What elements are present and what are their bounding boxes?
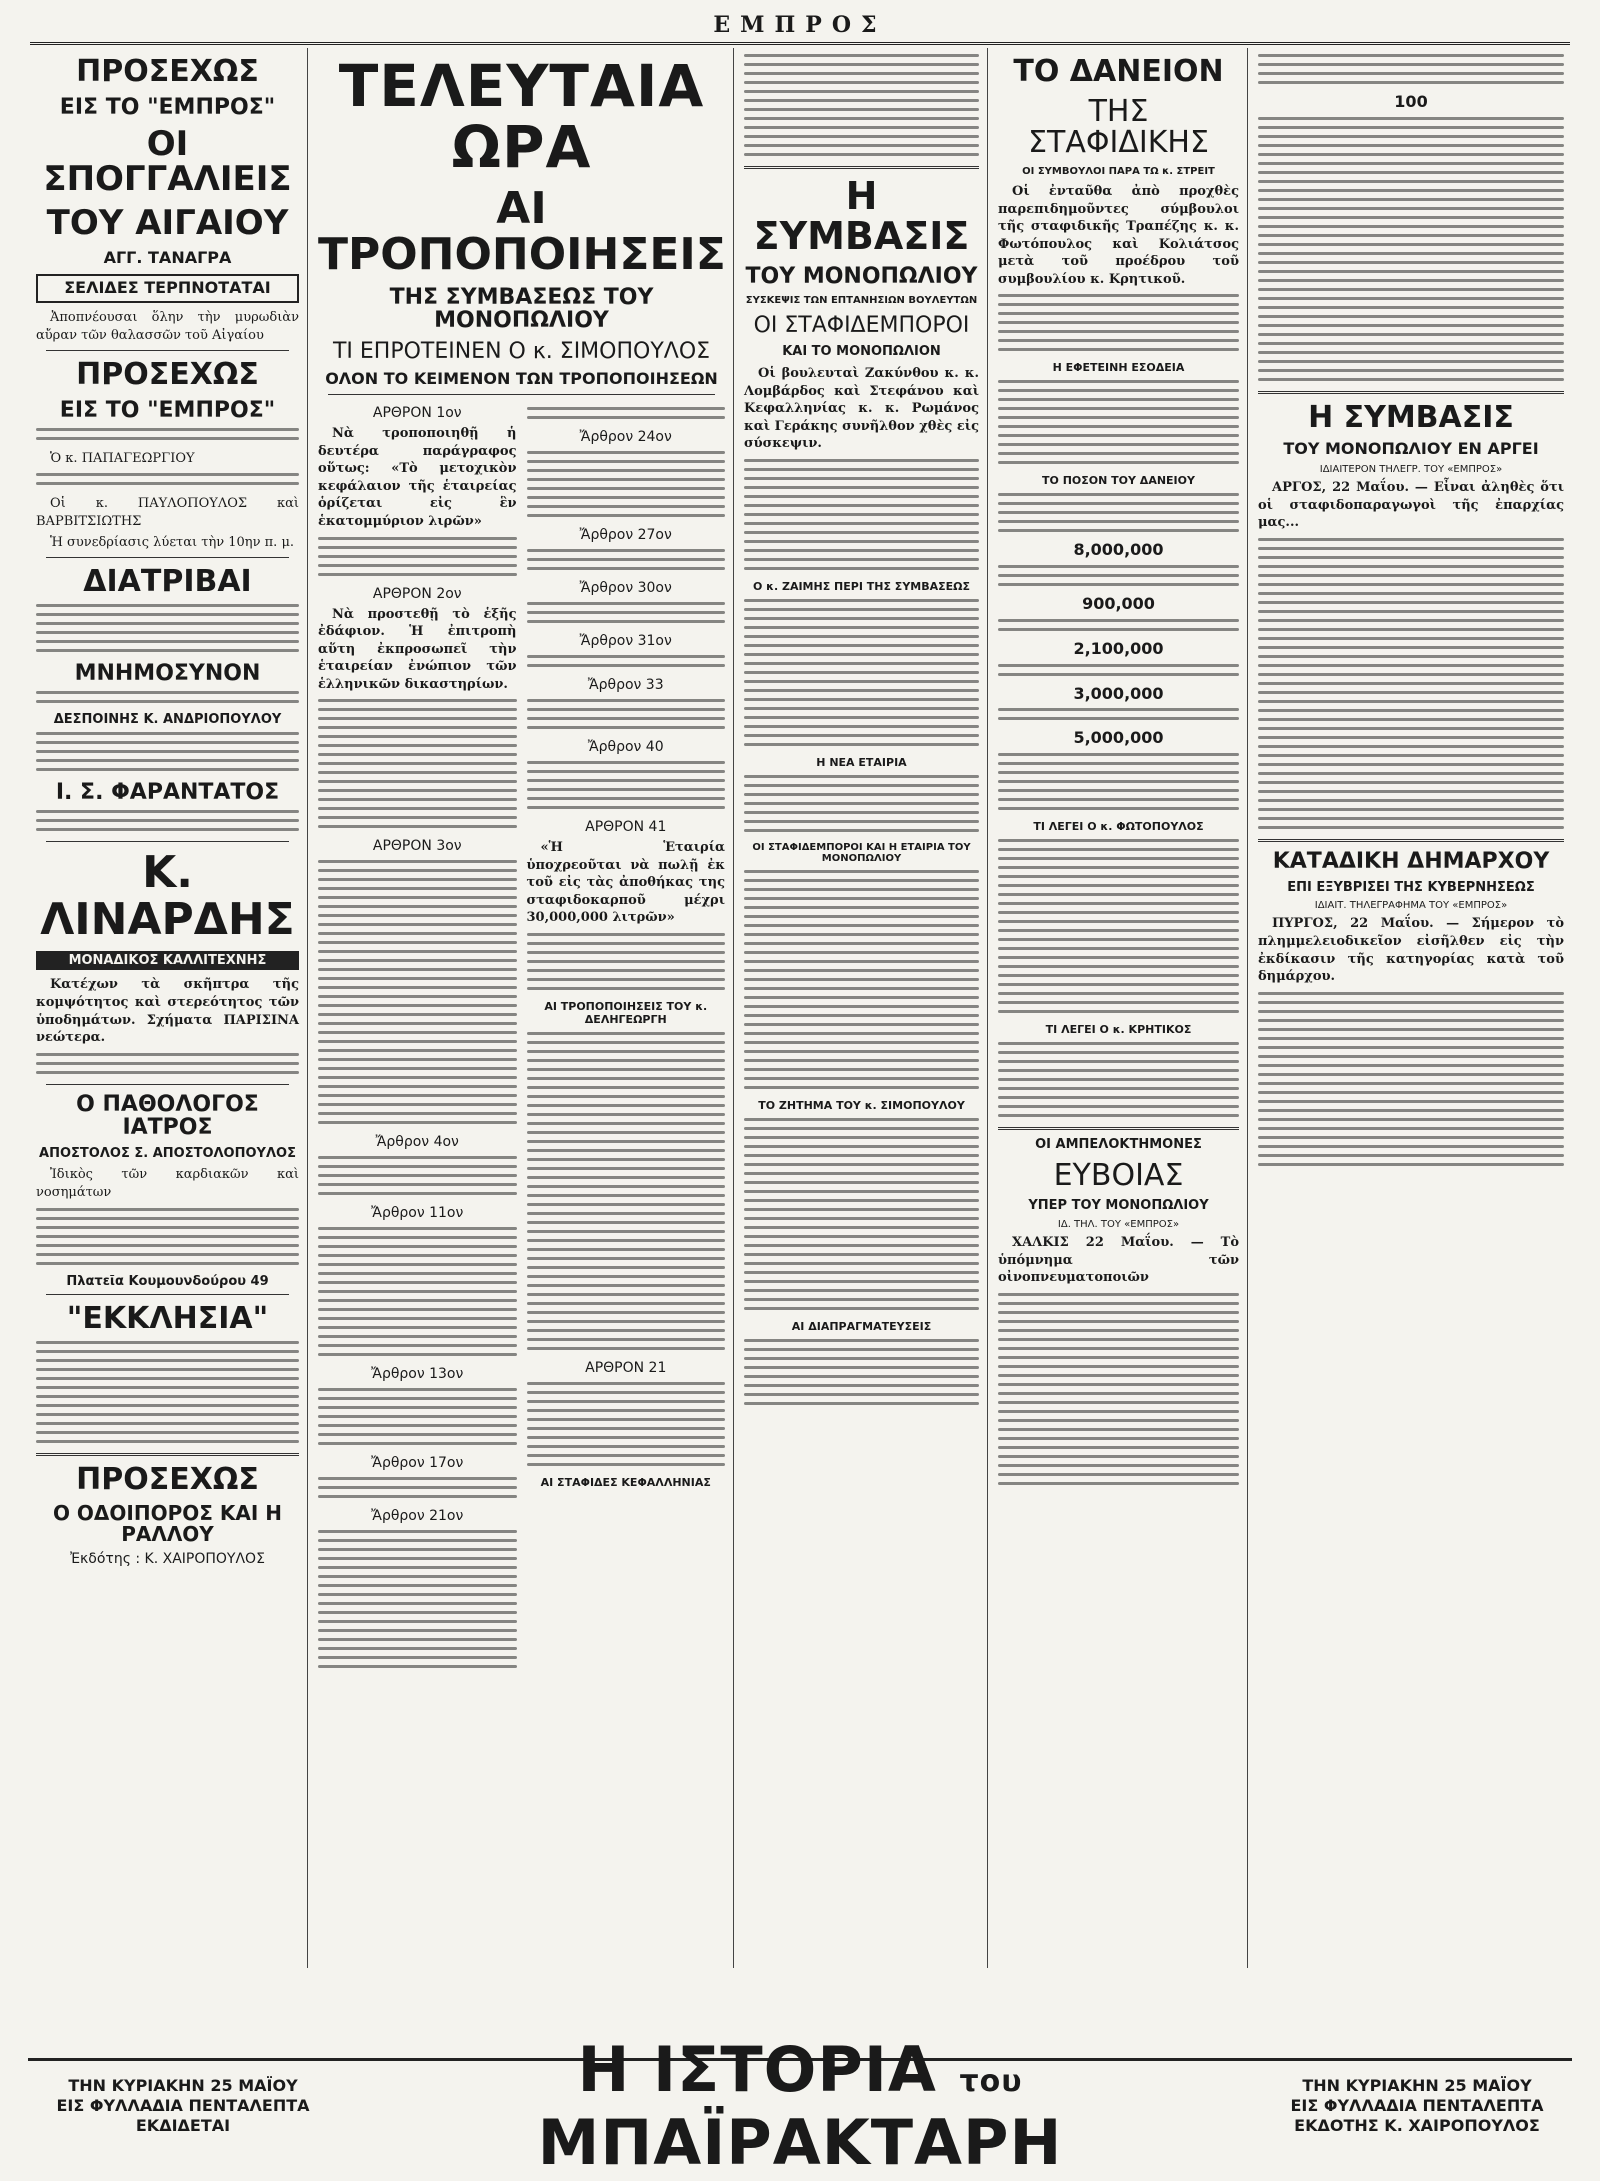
- column-2: [310, 48, 734, 1968]
- text-block: [998, 839, 1239, 1013]
- divider: [46, 841, 289, 842]
- text-block: [744, 775, 979, 832]
- column-5: [1250, 48, 1572, 1968]
- text-block: [527, 1382, 726, 1466]
- section-heading: ΟΙ ΣΤΑΦΙΔΕΜΠΟΡΟΙ ΚΑΙ Η ΕΤΑΙΡΙΑ ΤΟΥ ΜΟΝΟΠΩΛΙΟΥ: [752, 841, 971, 864]
- text-block: [1258, 117, 1564, 381]
- text-block: [36, 428, 299, 440]
- heading: ΤΟΥ ΜΟΝΟΠΩΛΙΟΥ: [745, 263, 978, 289]
- footer-right-line: ΕΙΣ ΦΥΛΛΑΔΙΑ ΠΕΝΤΑΛΕΠΤΑ: [1290, 2096, 1544, 2115]
- text-block: [318, 1530, 517, 1668]
- heading: ΠΡΟΣΕΧΩΣ: [76, 357, 259, 393]
- text: Ἀποπνέουσαι ὅλην τὴν μυρωδιὰν αὔραν τῶν θαλασσῶν τοῦ Αἰγαίου: [36, 310, 299, 343]
- figure: 5,000,000: [1073, 728, 1164, 748]
- text-block: [36, 473, 299, 485]
- text-block: [1258, 538, 1564, 829]
- divider: [46, 1294, 289, 1295]
- divider: [744, 166, 979, 169]
- article-heading: ΑΙ ΣΤΑΦΙΔΕΣ ΚΕΦΑΛΛΗΝΙΑΣ: [540, 1475, 711, 1489]
- section-heading: Ο κ. ΖΑΙΜΗΣ ΠΕΡΙ ΤΗΣ ΣΥΜΒΑΣΕΩΣ: [752, 579, 971, 593]
- text-block: [527, 549, 726, 570]
- divider: [328, 394, 715, 395]
- heading: ΟΙ ΣΠΟΓΓΑΛΙΕΙΣ: [43, 123, 292, 200]
- footer-left-line: ΕΙΣ ΦΥΛΛΑΔΙΑ ΠΕΝΤΑΛΕΠΤΑ: [56, 2096, 310, 2115]
- text-block: [527, 602, 726, 623]
- column-3: [736, 48, 988, 1968]
- text-block: [998, 708, 1239, 720]
- text-block: [998, 493, 1239, 532]
- text-block: [318, 1156, 517, 1195]
- text-block: [36, 810, 299, 831]
- heading: ΜΟΝΑΔΙΚΟΣ ΚΑΛΛΙΤΕΧΝΗΣ: [36, 951, 299, 971]
- heading: ΣΕΛΙΔΕΣ ΤΕΡΠΝΟΤΑΤΑΙ: [36, 274, 299, 303]
- footer-left-line: ΕΚΔΙΔΕΤΑΙ: [135, 2116, 231, 2135]
- heading: Η ΣΥΜΒΑΣΙΣ: [753, 174, 970, 258]
- text: Ὁ κ. ΠΑΠΑΓΕΩΡΓΙΟΥ: [50, 450, 195, 466]
- text-block: [36, 1208, 299, 1265]
- column-4: [990, 48, 1248, 1968]
- heading: ΠΡΟΣΕΧΩΣ: [76, 54, 259, 89]
- text: Ἐκδότης : Κ. ΧΑΙΡΟΠΟΥΛΟΣ: [70, 1551, 265, 1568]
- heading: ΤΙ ΕΠΡΟΤΕΙΝΕΝ Ο κ. ΣΙΜΟΠΟΥΛΟΣ: [332, 339, 711, 365]
- text-block: [998, 753, 1239, 810]
- text-block: [744, 870, 979, 1089]
- article-heading: Ἄρθρον 21ον: [371, 1508, 464, 1525]
- heading: ΤΟΥ ΑΙΓΑΙΟΥ: [46, 202, 289, 243]
- text-block: [318, 1388, 517, 1445]
- divider: [1258, 391, 1564, 394]
- heading: Η ΣΥΜΒΑΣΙΣ: [1308, 399, 1514, 435]
- article-heading: ΑΡΘΡΟΝ 41: [585, 819, 667, 836]
- text-block: [318, 699, 517, 828]
- text-block: [998, 664, 1239, 676]
- text-block: [36, 1053, 299, 1074]
- divider: [46, 557, 289, 558]
- text: ΠΥΡΓΟΣ, 22 Μαΐου. — Σήμερον τὸ πλημμελειοδικεῖον εἰσῆλθεν εἰς τὴν ἐκδίκασιν τῆς κατηγορίας κατὰ τοῦ δημάρχου.: [1258, 916, 1564, 985]
- article-heading: Ἄρθρον 27ον: [579, 527, 672, 544]
- text: Κατέχων τὰ σκῆπτρα τῆς κομψότητος καὶ στερεότητος τῶν ὑποδημάτων. Σχήματα ΠΑΡΙΣΙΝΑ νεώτερα.: [36, 977, 299, 1046]
- heading: ΣΥΣΚΕΨΙΣ ΤΩΝ ΕΠΤΑΝΗΣΙΩΝ ΒΟΥΛΕΥΤΩΝ: [745, 294, 978, 306]
- footer-title: [338, 2033, 1262, 2179]
- text-block: [527, 933, 726, 990]
- section-heading: ΙΔΙΑΙΤΕΡΟΝ ΤΗΛΕΓΡ. ΤΟΥ «ΕΜΠΡΟΣ»: [1319, 464, 1503, 476]
- footer-right: [1262, 2076, 1572, 2136]
- heading: ΤΟΥ ΜΟΝΟΠΩΛΙΟΥ ΕΝ ΑΡΓΕΙ: [1283, 439, 1539, 459]
- article-heading: ΑΡΘΡΟΝ 1ον: [372, 405, 462, 422]
- article-heading: Ἄρθρον 4ον: [375, 1134, 459, 1151]
- heading: ΤΗΣ ΣΤΑΦΙΔΙΚΗΣ: [1028, 93, 1209, 160]
- figure: 8,000,000: [1073, 540, 1164, 560]
- heading: ΔΙΑΤΡΙΒΑΙ: [83, 564, 252, 600]
- article-heading: ΑΙ ΤΡΟΠΟΠΟΙΗΣΕΙΣ ΤΟΥ κ. ΔΕΛΗΓΕΩΡΓΗ: [544, 999, 708, 1026]
- figure: 900,000: [1082, 594, 1155, 614]
- article-heading: Ἄρθρον 33: [587, 677, 664, 694]
- divider: [46, 350, 289, 351]
- text: Νὰ τροποποιηθῇ ἡ δευτέρα παράγραφος οὕτως: «Τὸ μετοχικὸν κεφάλαιον τῆς ἑταιρείας ὁρίζεται εἰς ἓν ἑκατομμύριον λιρῶν»: [318, 426, 517, 529]
- text-block: [527, 655, 726, 667]
- text-block: [527, 407, 726, 419]
- heading: Ι. Σ. ΦΑΡΑΝΤΑΤΟΣ: [55, 780, 280, 806]
- text-block: [36, 604, 299, 652]
- text-block: [36, 1341, 299, 1443]
- footer-left: [28, 2076, 338, 2136]
- section-heading: Η ΕΦΕΤΕΙΝΗ ΕΣΟΔΕΙΑ: [1052, 361, 1185, 375]
- heading: ΑΓΓ. ΤΑΝΑΓΡΑ: [103, 247, 232, 267]
- text-block: [744, 54, 979, 156]
- heading: ΤΗΣ ΣΥΜΒΑΣΕΩΣ ΤΟΥ ΜΟΝΟΠΩΛΙΟΥ: [389, 285, 654, 334]
- text: Ἰδικὸς τῶν καρδιακῶν καὶ νοσημάτων: [36, 1167, 299, 1201]
- text: Οἱ κ. ΠΑΥΛΟΠΟΥΛΟΣ καὶ ΒΑΡΒΙΤΣΙΩΤΗΣ: [36, 496, 299, 530]
- heading: ΑΙ ΤΡΟΠΟΠΟΙΗΣΕΙΣ: [318, 182, 726, 280]
- section-heading: ΤΙ ΛΕΓΕΙ Ο κ. ΚΡΗΤΙΚΟΣ: [1045, 1023, 1192, 1037]
- heading: ΠΡΟΣΕΧΩΣ: [76, 1461, 259, 1497]
- divider: [46, 1084, 289, 1085]
- article-heading: Ἄρθρον 40: [587, 739, 664, 756]
- heading: ΚΑΤΑΔΙΚΗ ΔΗΜΑΡΧΟΥ: [1272, 848, 1550, 874]
- article-heading: ΑΡΘΡΟΝ 21: [585, 1359, 667, 1376]
- figure: 2,100,000: [1073, 638, 1164, 658]
- text-block: [998, 294, 1239, 351]
- text-block: [1258, 54, 1564, 84]
- text-block: [36, 732, 299, 771]
- heading: ΔΕΣΠΟΙΝΗΣ Κ. ΑΝΔΡΙΟΠΟΥΛΟΥ: [53, 711, 282, 727]
- text-block: [998, 1293, 1239, 1485]
- heading: ΕΠΙ ΕΞΥΒΡΙΣΕΙ ΤΗΣ ΚΥΒΕΡΝΗΣΕΩΣ: [1287, 879, 1535, 895]
- section-heading: ΙΔΙΑΙΤ. ΤΗΛΕΓΡΑΦΗΜΑ ΤΟΥ «ΕΜΠΡΟΣ»: [1314, 900, 1508, 912]
- divider: [36, 1453, 299, 1456]
- heading: Ο ΠΑΘΟΛΟΓΟΣ ΙΑΤΡΟΣ: [76, 1091, 259, 1140]
- text-block: [527, 699, 726, 729]
- article-heading: Ἄρθρον 30ον: [579, 580, 672, 597]
- masthead: [30, 12, 1570, 45]
- heading: Πλατεῖα Κουμουνδούρου 49: [66, 1273, 269, 1289]
- section-heading: Η ΝΕΑ ΕΤΑΙΡΙΑ: [816, 755, 907, 769]
- text-block: [744, 1339, 979, 1405]
- divider: [998, 1127, 1239, 1130]
- section-heading: ΙΔ. ΤΗΛ. ΤΟΥ «ΕΜΠΡΟΣ»: [1057, 1219, 1180, 1231]
- heading: ΜΝΗΜΟΣΥΝΟΝ: [74, 660, 261, 686]
- masthead-title: ΕΜΠΡΟΣ: [713, 12, 887, 38]
- article-heading: ΑΡΘΡΟΝ 3ον: [372, 838, 462, 855]
- footer-right-line: ΕΚΔΟΤΗΣ Κ. ΧΑΙΡΟΠΟΥΛΟΣ: [1294, 2116, 1540, 2135]
- text: «Ἡ Ἑταιρία ὑποχρεοῦται νὰ πωλῇ ἐκ τοῦ εἰς τὰς ἀποθήκας της σταφιδοκαρποῦ μέχρι 30,000,000 λιτρῶν»: [526, 840, 725, 926]
- article-heading: Ἄρθρον 17ον: [371, 1455, 464, 1472]
- text: Νὰ προστεθῇ τὸ ἑξῆς ἐδάφιον. Ἡ ἐπιτροπὴ αὕτη ἐκπροσωπεῖ τὴν ἑταιρείαν ἐνώπιον τῶν ἑλληνικῶν δικαστηρίων.: [318, 606, 517, 692]
- text-block: [527, 451, 726, 517]
- footer-left-line: ΤΗΝ ΚΥΡΙΑΚΗΝ 25 ΜΑΪΟΥ: [68, 2076, 298, 2095]
- article-heading: Ἄρθρον 11ον: [371, 1205, 464, 1222]
- heading: ΟΙ ΣΥΜΒΟΥΛΟΙ ΠΑΡΑ ΤΩ κ. ΣΤΡΕΙΤ: [1022, 165, 1215, 177]
- text-block: [998, 1042, 1239, 1117]
- text: Ἡ συνεδρίασις λύεται τὴν 10ην π. μ.: [50, 534, 295, 550]
- heading: ΕΙΣ ΤΟ "ΕΜΠΡΟΣ": [59, 397, 276, 423]
- heading: ΟΙ ΣΤΑΦΙΔΕΜΠΟΡΟΙ: [753, 313, 970, 339]
- footer-right-line: ΤΗΝ ΚΥΡΙΑΚΗΝ 25 ΜΑΪΟΥ: [1302, 2076, 1532, 2095]
- footer-title-part: ΜΠΑΪΡΑΚΤΑΡΗ: [537, 2106, 1063, 2179]
- text-block: [318, 860, 517, 1124]
- heading: Κ. ΛΙΝΑΡΔΗΣ: [40, 847, 295, 945]
- text-block: [744, 1118, 979, 1310]
- text: ΧΑΛΚΙΣ 22 Μαΐου. — Τὸ ὑπόμνημα τῶν οἰνοπνευματοποιῶν: [998, 1235, 1239, 1286]
- heading: ΕΥΒΟΙΑΣ: [1053, 1157, 1184, 1193]
- heading: ΚΑΙ ΤΟ ΜΟΝΟΠΩΛΙΟΝ: [782, 344, 941, 360]
- divider: [1258, 839, 1564, 842]
- figure: 100: [1394, 92, 1428, 111]
- heading: ΤΟ ΔΑΝΕΙΟΝ: [1013, 54, 1224, 89]
- text: ΑΡΓΟΣ, 22 Μαΐου. — Εἶναι ἀληθὲς ὅτι οἱ σταφιδοπαραγωγοὶ τῆς ἐπαρχίας μας...: [1258, 480, 1564, 531]
- footer-title-part: του: [959, 2064, 1023, 2099]
- text-block: [744, 599, 979, 746]
- footer-banner: [28, 2033, 1572, 2179]
- article-heading: Ἄρθρον 24ον: [579, 429, 672, 446]
- section-heading: ΑΙ ΔΙΑΠΡΑΓΜΑΤΕΥΣΕΙΣ: [791, 1319, 932, 1333]
- heading: ΟΙ ΑΜΠΕΛΟΚΤΗΜΟΝΕΣ: [1035, 1137, 1202, 1153]
- section-heading: ΤΟ ΖΗΤΗΜΑ ΤΟΥ κ. ΣΙΜΟΠΟΥΛΟΥ: [758, 1098, 965, 1112]
- heading: ΥΠΕΡ ΤΟΥ ΜΟΝΟΠΩΛΙΟΥ: [1028, 1198, 1209, 1214]
- text-block: [527, 761, 726, 809]
- heading: Ο ΟΔΟΙΠΟΡΟΣ ΚΑΙ Η ΡΑΛΛΟΥ: [52, 1501, 283, 1547]
- article-heading: Ἄρθρον 31ον: [579, 633, 672, 650]
- text-block: [318, 1477, 517, 1498]
- text-block: [1258, 992, 1564, 1166]
- column-1: [28, 48, 308, 1968]
- text-block: [318, 537, 517, 576]
- heading: ΤΕΛΕΥΤΑΙΑ ΩΡΑ: [338, 52, 705, 181]
- article-heading: Ἄρθρον 13ον: [371, 1366, 464, 1383]
- figure: 3,000,000: [1073, 683, 1164, 703]
- heading: ΑΠΟΣΤΟΛΟΣ Σ. ΑΠΟΣΤΟΛΟΠΟΥΛΟΣ: [39, 1145, 296, 1161]
- text-block: [998, 565, 1239, 586]
- section-heading: ΤΙ ΛΕΓΕΙ Ο κ. ΦΩΤΟΠΟΥΛΟΣ: [1033, 820, 1204, 834]
- section-heading: ΤΟ ΠΟΣΟΝ ΤΟΥ ΔΑΝΕΙΟΥ: [1042, 474, 1195, 488]
- text: Οἱ βουλευταὶ Ζακύνθου κ. κ. Λομβάρδος καὶ Στεφάνου καὶ Κεφαλληνίας κ. κ. Ρωμάνος καὶ Γεράκης συνῆλθον χθὲς εἰς σύσκεψιν.: [744, 366, 979, 452]
- text: Οἱ ἐνταῦθα ἀπὸ προχθὲς παρεπιδημοῦντες σύμβουλοι τῆς σταφιδικῆς Τραπέζης κ. κ. Φωτόπουλος καὶ Κολιάτσος μετὰ τοῦ προέδρου τοῦ συμβουλίου κ. Κρητικοῦ.: [998, 184, 1239, 287]
- text-block: [998, 619, 1239, 631]
- text-block: [527, 1032, 726, 1350]
- text-block: [318, 1227, 517, 1356]
- text-block: [998, 380, 1239, 464]
- heading: ΟΛΟΝ ΤΟ ΚΕΙΜΕΝΟΝ ΤΩΝ ΤΡΟΠΟΠΟΙΗΣΕΩΝ: [325, 369, 718, 389]
- footer-title-part: Η ΙΣΤΟΡΙΑ: [577, 2033, 937, 2106]
- text-block: [744, 459, 979, 570]
- heading: "ΕΚΚΛΗΣΙΑ": [66, 1301, 269, 1337]
- heading: ΕΙΣ ΤΟ "ΕΜΠΡΟΣ": [59, 94, 276, 120]
- article-heading: ΑΡΘΡΟΝ 2ον: [372, 585, 462, 602]
- text-block: [36, 691, 299, 703]
